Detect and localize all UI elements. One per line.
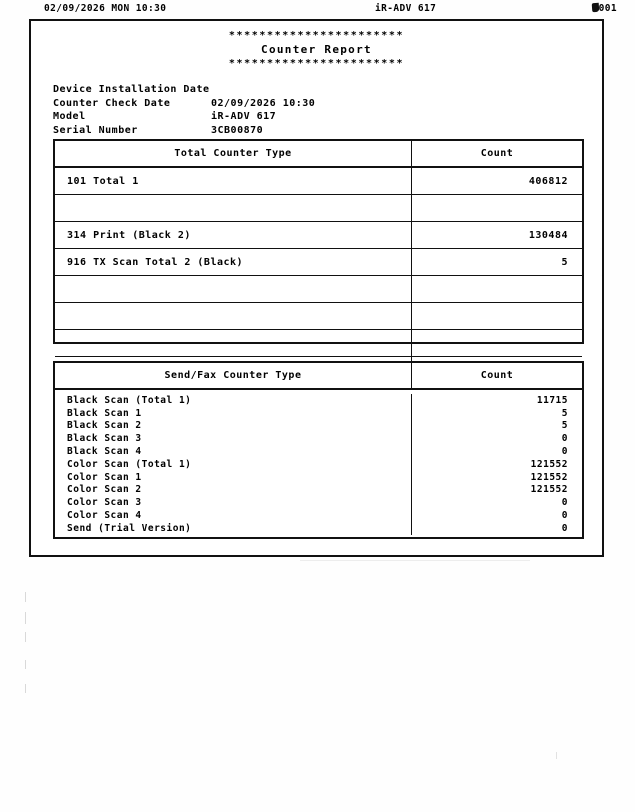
cell-counter-type: Send (Trial Version)	[55, 522, 412, 535]
scan-header-model: iR-ADV 617	[375, 3, 437, 14]
table-row	[55, 168, 582, 195]
table-row	[55, 394, 582, 407]
table-row	[55, 496, 582, 509]
cell-counter-type: 916 TX Scan Total 2 (Black)	[55, 249, 412, 275]
table-row	[55, 509, 582, 522]
table-row	[55, 471, 582, 484]
table-row	[55, 407, 582, 420]
cell-count: 121552	[530, 471, 568, 483]
table-row	[55, 303, 582, 330]
cell-count: 0	[561, 510, 568, 522]
cell-counter-type: Black Scan 2	[55, 420, 412, 433]
cell-counter-type	[55, 303, 412, 329]
report-frame	[29, 19, 604, 557]
device-info-label: Counter Check Date	[53, 97, 171, 109]
cell-count: 0	[561, 497, 568, 509]
title-rule-top: ***********************	[228, 30, 405, 41]
cell-count	[412, 303, 582, 329]
cell-count: 5	[561, 256, 568, 268]
cell-count: 121552	[530, 484, 568, 496]
cell-counter-type: Black Scan (Total 1)	[55, 394, 412, 407]
send-fax-rows	[55, 390, 582, 539]
scan-artifact	[300, 560, 530, 561]
device-info-row	[53, 110, 315, 124]
scan-artifact	[556, 752, 557, 759]
cell-counter-type	[55, 195, 412, 221]
scan-artifact	[25, 612, 26, 624]
cell-counter-type: Color Scan 4	[55, 509, 412, 522]
column-header-count: Count	[480, 148, 514, 159]
column-header-counter-type: Total Counter Type	[55, 141, 412, 166]
cell-counter-type: Black Scan 3	[55, 432, 412, 445]
device-info-row	[53, 124, 315, 138]
table-row	[55, 195, 582, 222]
table-header-row	[55, 363, 582, 390]
total-counter-table	[53, 139, 584, 344]
send-fax-counter-table	[53, 361, 584, 539]
scan-artifact	[25, 684, 26, 693]
table-header-row	[55, 141, 582, 168]
table-row	[55, 522, 582, 535]
report-title-block	[31, 29, 602, 70]
device-info-block	[53, 83, 315, 137]
cell-counter-type: 101 Total 1	[55, 168, 412, 194]
scan-artifact-blob-icon	[591, 3, 599, 12]
cell-counter-type	[55, 276, 412, 302]
title-rule-bottom: ***********************	[228, 58, 405, 69]
device-info-label: Model	[53, 111, 86, 122]
cell-count: 406812	[528, 175, 568, 187]
table-row	[55, 420, 582, 433]
cell-count: 0	[561, 522, 568, 534]
cell-count: 0	[561, 446, 568, 458]
table-row	[55, 276, 582, 303]
cell-count: 11715	[536, 394, 568, 406]
cell-counter-type: Black Scan 4	[55, 445, 412, 458]
cell-counter-type: Black Scan 1	[55, 407, 412, 420]
cell-count: 5	[561, 420, 568, 432]
scan-header-line	[0, 3, 635, 17]
page-number-value: 001	[598, 3, 617, 14]
scan-artifact	[25, 592, 26, 602]
cell-counter-type: Color Scan 3	[55, 496, 412, 509]
scan-header-page-number	[592, 3, 617, 14]
table-row	[55, 458, 582, 471]
cell-counter-type	[55, 330, 412, 356]
cell-count	[412, 195, 582, 221]
table-row	[55, 222, 582, 249]
device-info-row	[53, 83, 315, 97]
device-info-value: 02/09/2026 10:30	[211, 97, 316, 109]
cell-count: 0	[561, 433, 568, 445]
column-header-counter-type: Send/Fax Counter Type	[55, 363, 412, 388]
cell-counter-type: 314 Print (Black 2)	[55, 222, 412, 248]
table-row	[55, 249, 582, 276]
device-info-value: 3CB00870	[211, 124, 264, 136]
device-info-label: Serial Number	[53, 124, 138, 136]
table-row	[55, 484, 582, 497]
device-info-value: iR-ADV 617	[211, 111, 277, 122]
device-info-row	[53, 97, 315, 111]
column-header-count: Count	[480, 370, 514, 381]
table-row	[55, 445, 582, 458]
cell-count	[412, 276, 582, 302]
cell-count	[412, 330, 582, 356]
cell-count: 5	[561, 407, 568, 419]
scan-artifact	[25, 632, 26, 642]
cell-count: 121552	[530, 458, 568, 470]
table-row	[55, 330, 582, 357]
device-info-label: Device Installation Date	[53, 84, 210, 95]
cell-count: 130484	[528, 229, 568, 241]
cell-counter-type: Color Scan 2	[55, 484, 412, 497]
cell-counter-type: Color Scan (Total 1)	[55, 458, 412, 471]
page-title: Counter Report	[261, 43, 372, 56]
table-row	[55, 432, 582, 445]
cell-counter-type: Color Scan 1	[55, 471, 412, 484]
scan-artifact	[25, 660, 26, 669]
scan-header-datetime: 02/09/2026 MON 10:30	[44, 3, 167, 14]
